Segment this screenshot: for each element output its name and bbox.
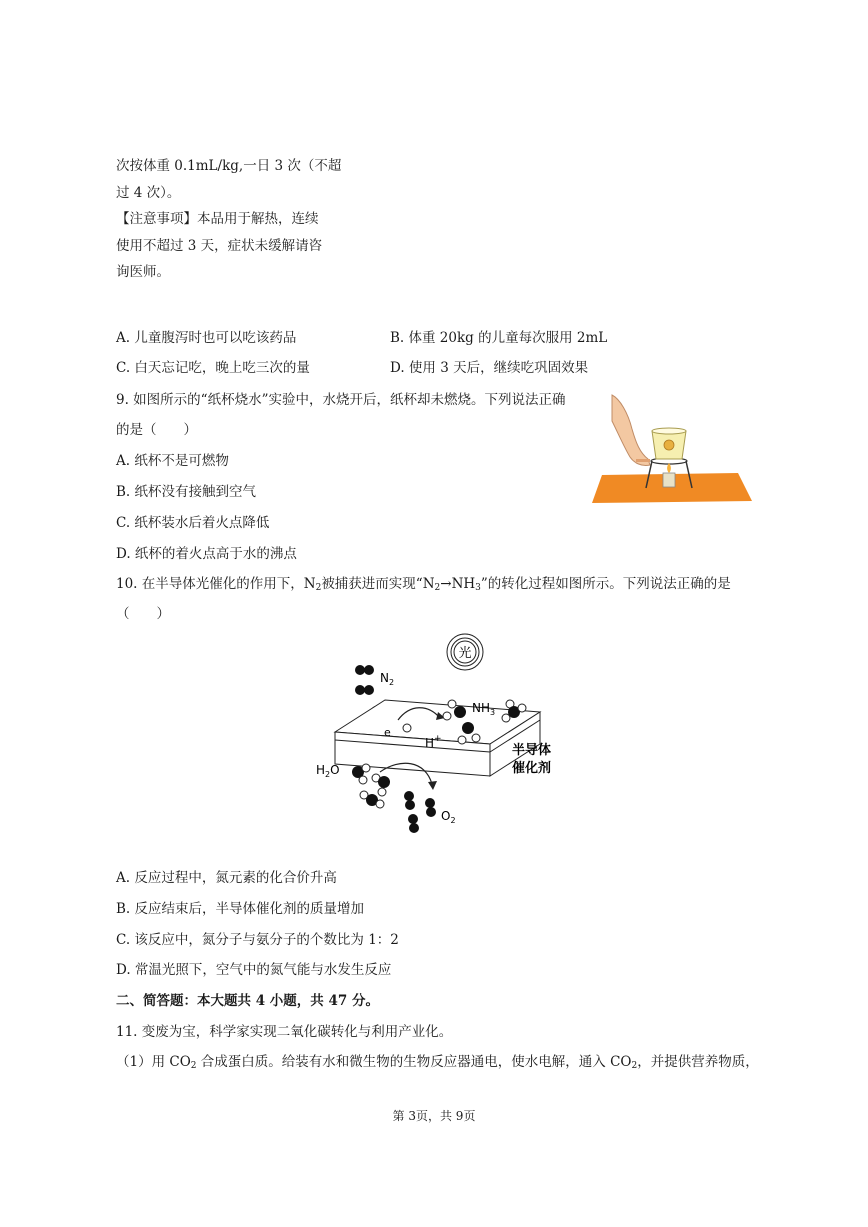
- q8-text-line-4: 使用不超过 3 天，症状未缓解请咨: [116, 238, 323, 254]
- q9-option-a: A. 纸杯不是可燃物: [116, 453, 229, 469]
- q8-text-line-5: 询医师。: [116, 264, 170, 280]
- q9-stem-line-1: 9. 如图所示的“纸杯烧水”实验中，水烧开后，纸杯却未燃烧。下列说法正确: [116, 392, 566, 408]
- photocatalysis-diagram: [300, 632, 570, 837]
- catalyst-label-line-2: 催化剂: [512, 761, 552, 776]
- q8-option-a: A. 儿童腹泻时也可以吃该药品: [116, 330, 297, 346]
- q9-option-c: C. 纸杯装水后着火点降低: [116, 515, 270, 531]
- page-footer: 第 3页，共 9页: [392, 1109, 476, 1123]
- q9-option-d: D. 纸杯的着火点高于水的沸点: [116, 546, 297, 562]
- q11-stem: 11. 变废为宝，科学家实现二氧化碳转化与利用产业化。: [116, 1024, 453, 1040]
- n2-label: $N_2$: [380, 671, 395, 687]
- cup-logo: [664, 440, 674, 450]
- alcohol-lamp: [663, 473, 675, 487]
- h-plus-label: H+: [425, 734, 442, 750]
- q10-option-a: A. 反应过程中，氮元素的化合价升高: [116, 870, 337, 886]
- q10-option-b: B. 反应结束后，半导体催化剂的质量增加: [116, 901, 365, 917]
- q8-text-line-2: 过 4 次）。: [116, 185, 181, 201]
- q10-option-d: D. 常温光照下，空气中的氮气能与水发生反应: [116, 962, 392, 978]
- h-atom: [403, 724, 411, 732]
- o2-molecules: [404, 791, 436, 833]
- q8-option-c: C. 白天忘记吃，晚上吃三次的量: [116, 360, 310, 376]
- matchstick: [636, 459, 650, 462]
- electron-label: e: [384, 726, 391, 739]
- catalyst-label-line-1: 半导体: [512, 743, 552, 758]
- q10-stem-line-2: （ ）: [116, 606, 170, 622]
- hand: [612, 395, 650, 466]
- q8-text-line-1: 次按体重 0.1mL/kg,一日 3 次（不超: [116, 158, 342, 174]
- h2o-molecules: [352, 764, 390, 808]
- q9-option-b: B. 纸杯没有接触到空气: [116, 484, 257, 500]
- paper-cup-experiment-figure: [590, 393, 756, 504]
- q10-option-c: C. 该反应中，氮分子与氨分子的个数比为 1：2: [116, 932, 399, 948]
- q10-stem-line-1: 10. 在半导体光催化的作用下，$N_2$被捕获进而实现“$N_2\to NH_3$”的转化过程如图所示。下列说法正确的是: [116, 576, 731, 593]
- q9-stem-line-2: 的是（ ）: [116, 422, 197, 438]
- section-2-heading: 二、简答题：本大题共 4 小题，共 47 分。: [116, 993, 379, 1009]
- o2-label: $O_2$: [441, 809, 456, 825]
- q8-option-d: D. 使用 3 天后，继续吃巩固效果: [390, 360, 589, 376]
- nh3-label: $NH_3$: [472, 701, 496, 717]
- light-label: 光: [458, 646, 472, 661]
- h2o-label: $H_2O$: [316, 763, 340, 779]
- q8-option-b: B. 体重 20kg 的儿童每次服用 2mL: [390, 330, 608, 346]
- q8-text-line-3: 【注意事项】本品用于解热，连续: [116, 211, 319, 227]
- q11-part-1: （1）用 $CO_2$ 合成蛋白质。给装有水和微生物的生物反应器通电，使水电解，通入 $CO_2$，并提供营养物质，: [116, 1054, 759, 1071]
